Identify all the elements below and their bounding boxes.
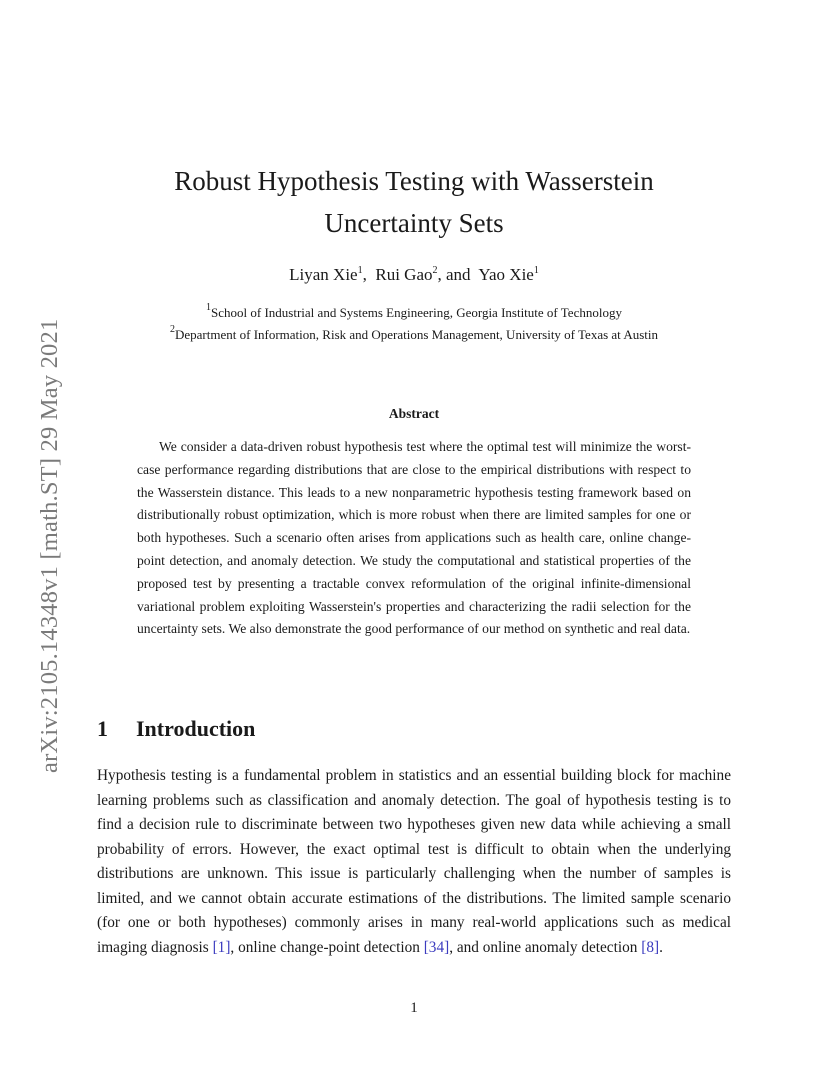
affiliation-1 (0, 304, 828, 322)
abstract-heading: Abstract (388, 406, 440, 421)
author-separator: , (362, 265, 376, 284)
page-number: 1 (410, 1000, 418, 1016)
intro-text: Hypothesis testing is a fundamental problem in statistics and an essential building block for machine learning problems such as classification and anomaly detection. The goal of hypothesis testing is to find a decision rule to discriminate between two hypotheses given new data while achieving a small probability of errors. However, the exact optimal test is difficult to obtain when the underlying distributions are unknown. This issue is particularly challenging when the number of samples is limited, and we cannot obtain accurate estimations of the distributions. The limited sample scenario (for one or both hypotheses) commonly arises in many real-world applications such as medical imaging diagnosis (97, 767, 731, 956)
title-line-1: Robust Hypothesis Testing with Wasserstein (174, 166, 654, 196)
paper-title (0, 160, 828, 244)
affiliation-text: School of Industrial and Systems Engineering, Georgia Institute of Technology (211, 305, 622, 320)
citation-link[interactable]: [8] (641, 938, 660, 956)
intro-text: . (659, 938, 663, 956)
affiliation-mark: 2 (170, 324, 175, 335)
author-separator: , and (437, 265, 479, 284)
affiliation-2 (0, 326, 828, 344)
author-affiliation-mark: 1 (357, 265, 363, 276)
author-name: Liyan Xie (289, 265, 358, 284)
arxiv-identifier-stamp: arXiv:2105.14348v1 [math.ST] 29 May 2021 (36, 318, 63, 773)
author-name: Rui Gao (375, 265, 433, 284)
title-line-2: Uncertainty Sets (324, 208, 504, 238)
author-list (0, 262, 828, 288)
intro-text: , and online anomaly detection (449, 938, 642, 956)
author-affiliation-mark: 2 (432, 265, 438, 276)
affiliation-mark: 1 (206, 302, 212, 313)
affiliation-text: Department of Information, Risk and Operations Management, University of Texas at Austin (175, 327, 658, 342)
section-heading-introduction (97, 716, 255, 742)
abstract-body: We consider a data-driven robust hypothesis test where the optimal test will minimize the worst-case performance regarding distributions that are close to the empirical distributions with respect to the Wasserstein distance. This leads to a new nonparametric hypothesis testing framework based on distributionally robust optimization, which is more robust when there are limited samples for one or both hypotheses. Such a scenario often arises from applications such as health care, online change-point detection, and anomaly detection. We study the computational and statistical properties of the proposed test by presenting a tractable convex reformulation of the original infinite-dimensional variational problem exploiting Wasserstein's properties and characterizing the radii selection for the uncertainty sets. We also demonstrate the good performance of our method on synthetic and real data. (137, 439, 691, 637)
introduction-paragraph (97, 764, 731, 960)
section-number: 1 (97, 716, 108, 741)
citation-link[interactable]: [34] (423, 938, 450, 956)
intro-text: , online change-point detection (230, 938, 424, 956)
section-title: Introduction (136, 716, 256, 741)
author-name: Yao Xie (478, 265, 534, 284)
author-affiliation-mark: 1 (533, 265, 539, 276)
citation-link[interactable]: [1] (212, 938, 231, 956)
